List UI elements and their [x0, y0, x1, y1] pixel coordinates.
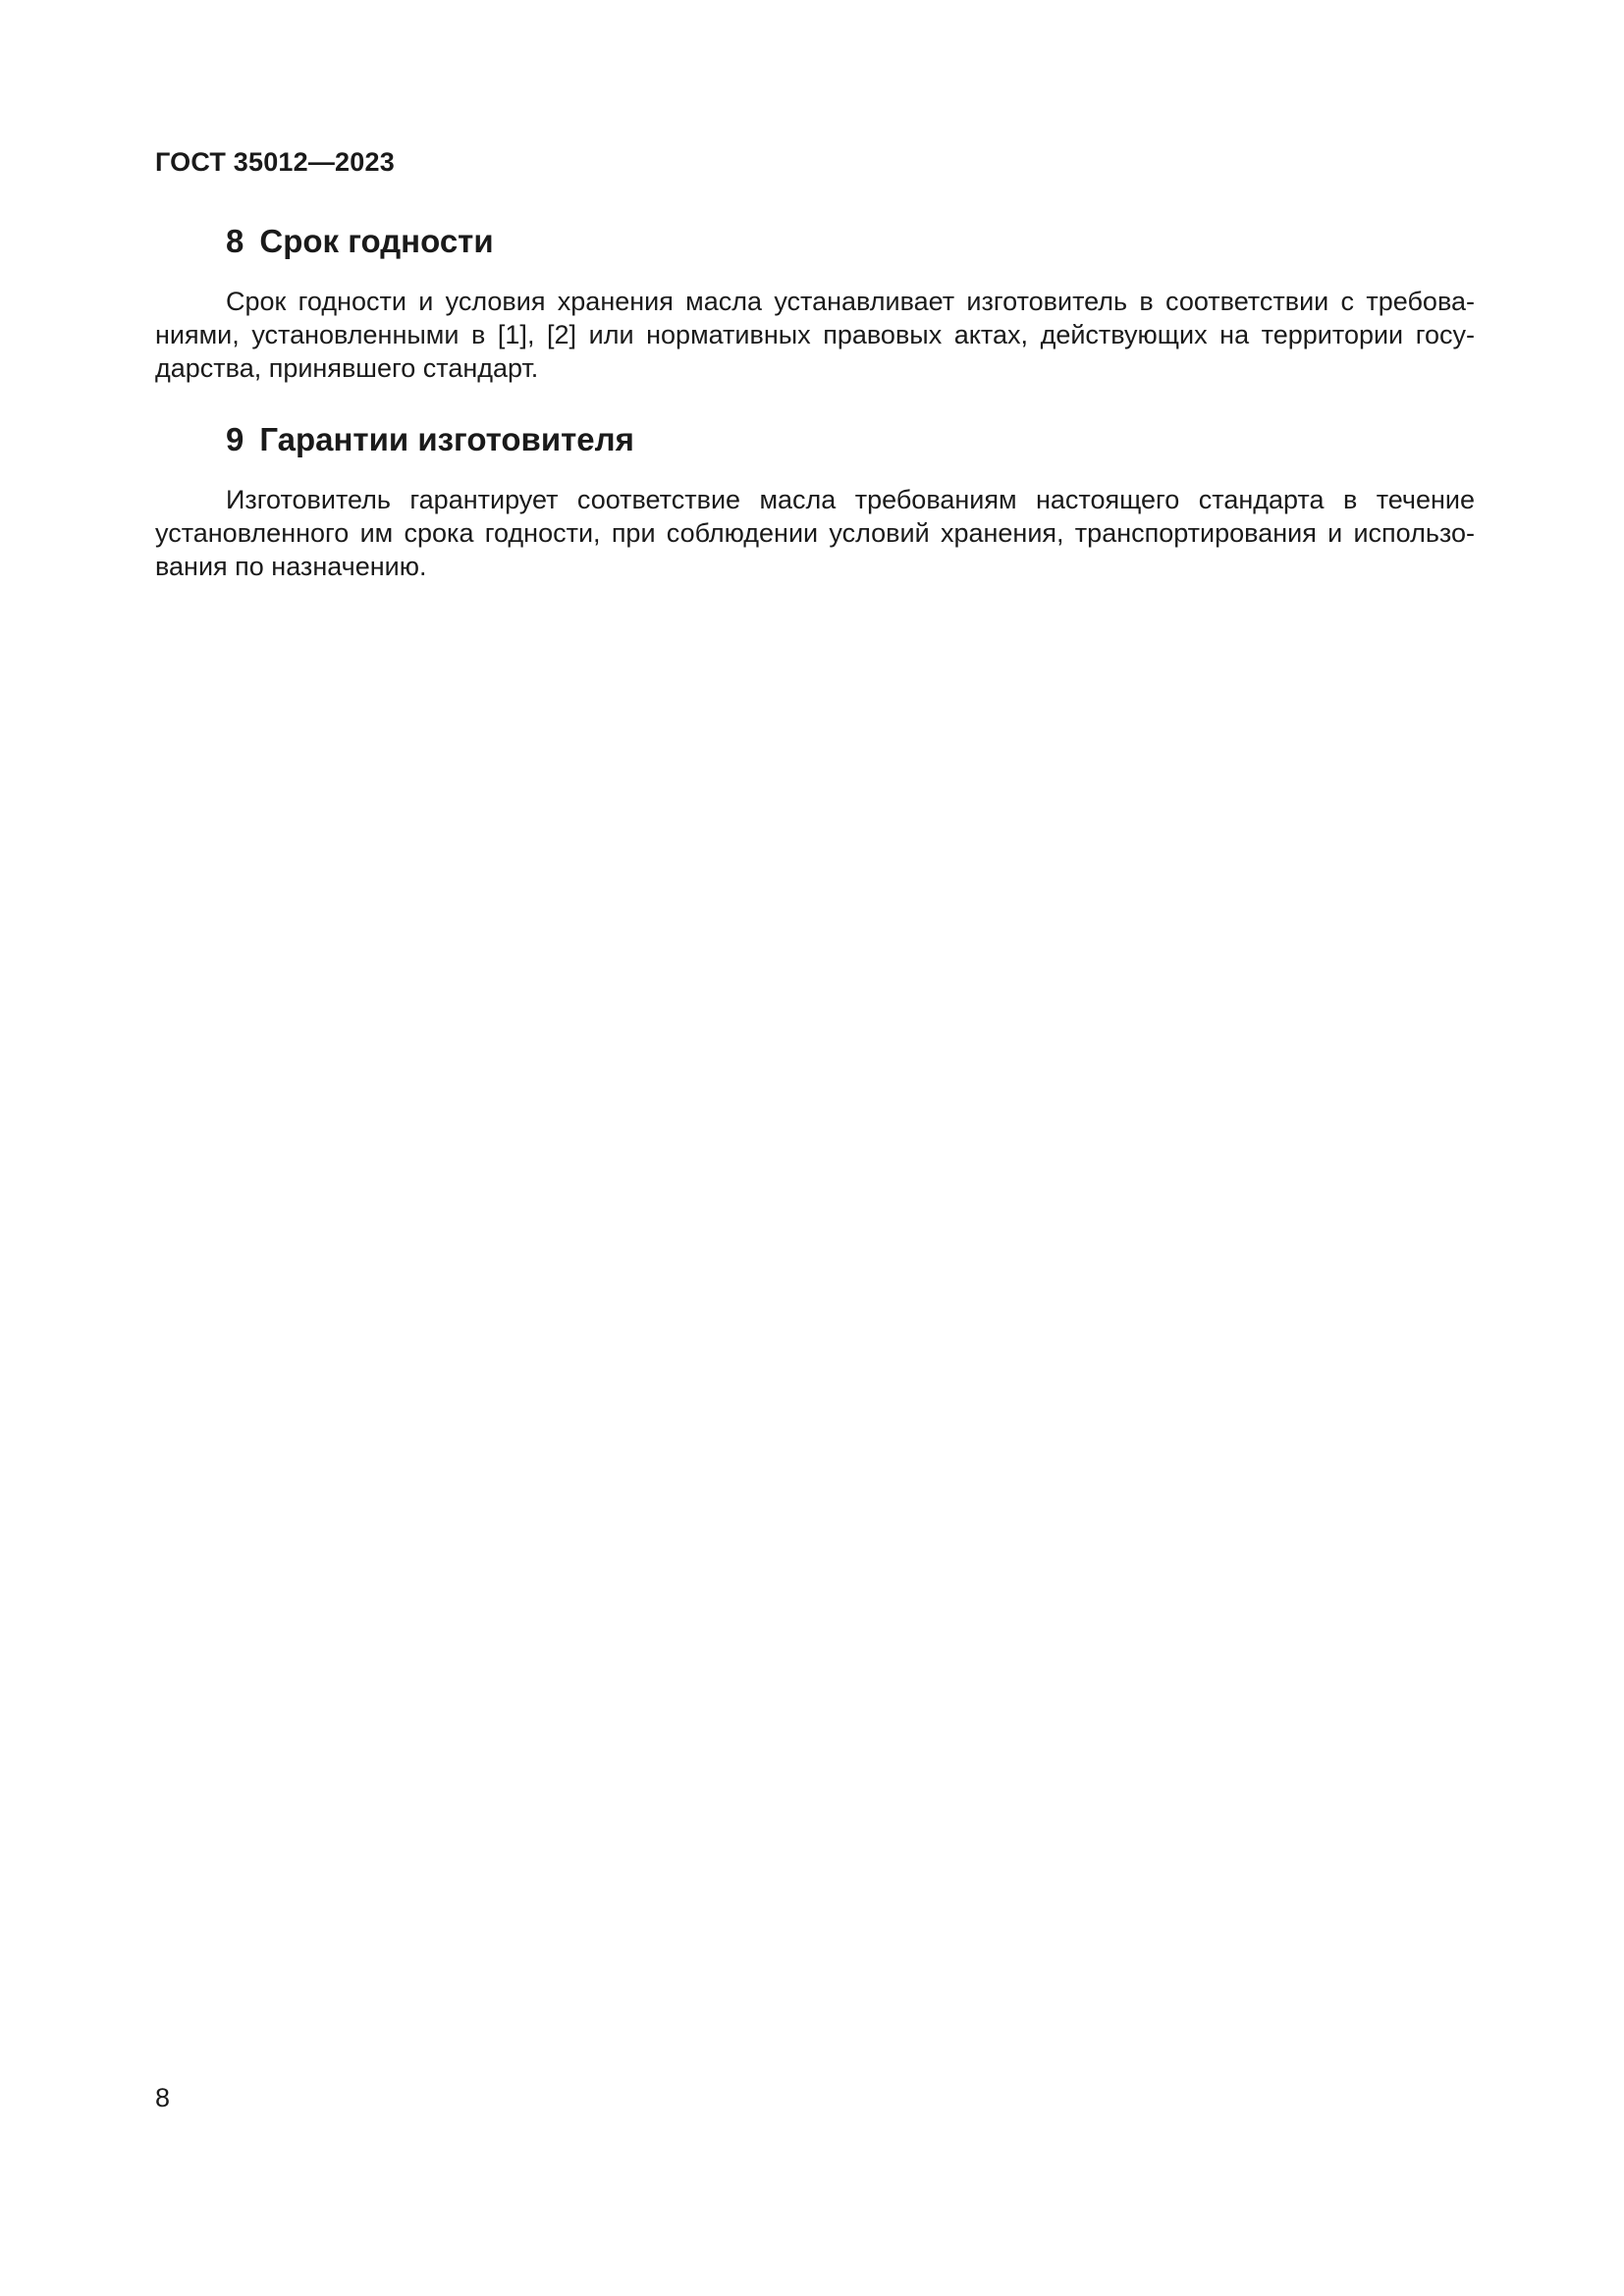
document-content [155, 218, 1475, 614]
section-heading [226, 416, 1475, 463]
section-title-text: Срок годности [259, 223, 494, 259]
page-number: 8 [155, 2083, 171, 2112]
document-code-header: ГОСТ 35012—2023 [155, 147, 395, 177]
section-number: 8 [226, 223, 244, 259]
section-manufacturer-guarantee [155, 416, 1475, 583]
section-heading [226, 218, 1475, 265]
section-paragraph: Срок годности и условия хранения масла устанавливает изготовитель в соответствии с требованиями, установленными в [1], [2] или нормативных правовых актах, действующих на территории государства, принявшего стандарт. [155, 287, 1475, 383]
section-title-text: Гарантии изготовителя [259, 421, 634, 457]
section-shelf-life [155, 218, 1475, 385]
section-paragraph: Изготовитель гарантирует соответствие масла требованиям настоящего стандарта в течение установленного им срока годности, при соблюдении условий хранения, транспортирования и использования по назначению. [155, 485, 1475, 581]
section-number: 9 [226, 421, 244, 457]
